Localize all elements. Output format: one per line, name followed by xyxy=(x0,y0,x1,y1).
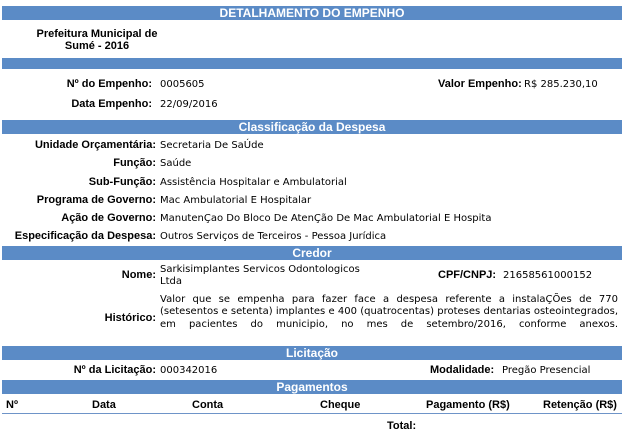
especificacao-label: Especificação da Despesa: xyxy=(14,230,156,242)
historico-label: Histórico: xyxy=(104,312,156,324)
empenho-date-label: Data Empenho: xyxy=(71,98,152,110)
modalidade-label: Modalidade: xyxy=(430,364,495,376)
col-cheque: Cheque xyxy=(320,399,361,411)
cpf-value: 21658561000152 xyxy=(503,270,593,281)
entity-name xyxy=(34,28,160,52)
section-divider xyxy=(2,58,622,69)
unidade-value: Secretaria De SaÚde xyxy=(160,140,264,151)
modalidade-value: Pregão Presencial xyxy=(502,365,591,376)
subfuncao-value: Assistência Hospitalar e Ambulatorial xyxy=(160,177,347,188)
col-conta: Conta xyxy=(192,399,224,411)
especificacao-value: Outros Serviços de Terceiros - Pessoa Jurídica xyxy=(160,231,387,242)
empenho-value-label: Valor Empenho: xyxy=(438,78,522,90)
col-pagamento: Pagamento (R$) xyxy=(426,399,510,411)
pagamentos-header: Pagamentos xyxy=(2,380,622,394)
credor-name-line1: Sarkisimplantes Servicos Odontologicos xyxy=(160,264,360,275)
page-title: DETALHAMENTO DO EMPENHO xyxy=(2,6,622,20)
acao-label: Ação de Governo: xyxy=(61,212,156,224)
entity-name-line1: Prefeitura Municipal de xyxy=(36,28,158,40)
credor-name-label: Nome: xyxy=(121,269,156,281)
licitacao-number-label: Nº da Licitação: xyxy=(73,364,156,376)
funcao-value: Saúde xyxy=(160,158,192,169)
entity-name-line2: Sumé - 2016 xyxy=(64,40,130,52)
empenho-number-label: Nº do Empenho: xyxy=(66,78,152,90)
licitacao-number: 000342016 xyxy=(160,365,218,376)
subfuncao-label: Sub-Função: xyxy=(88,176,156,188)
unidade-label: Unidade Orçamentária: xyxy=(34,139,156,151)
credor-name-line2: Ltda xyxy=(160,276,182,287)
empenho-date: 22/09/2016 xyxy=(160,99,218,110)
total-label: Total: xyxy=(387,420,417,432)
acao-value: ManutenÇao Do Bloco De AtenÇão De Mac Ambulatorial E Hospita xyxy=(160,213,492,224)
licitacao-header: Licitação xyxy=(2,346,622,360)
funcao-label: Função: xyxy=(113,157,156,169)
cpf-label: CPF/CNPJ: xyxy=(438,269,497,281)
table-divider xyxy=(2,413,622,414)
programa-value: Mac Ambulatorial E Hospitalar xyxy=(160,195,312,206)
programa-label: Programa de Governo: xyxy=(36,194,156,206)
credor-header: Credor xyxy=(2,246,622,260)
col-numero: Nº xyxy=(6,399,18,411)
empenho-number: 0005605 xyxy=(160,79,205,90)
credor-name xyxy=(160,264,360,288)
historico-text: Valor que se empenha para fazer face a despesa referente a instalaÇÕes de 770 (setesentos e setenta) implantes e 400 (quatrocentas) proteses dentarias osteointegrados, em pacientes do municipio, no mes de setembro/2016, conforme anexos. xyxy=(160,294,618,330)
classificacao-header: Classificação da Despesa xyxy=(2,120,622,134)
col-data: Data xyxy=(92,399,116,411)
empenho-value: R$ 285.230,10 xyxy=(524,79,598,90)
col-retencao: Retenção (R$) xyxy=(543,399,617,411)
